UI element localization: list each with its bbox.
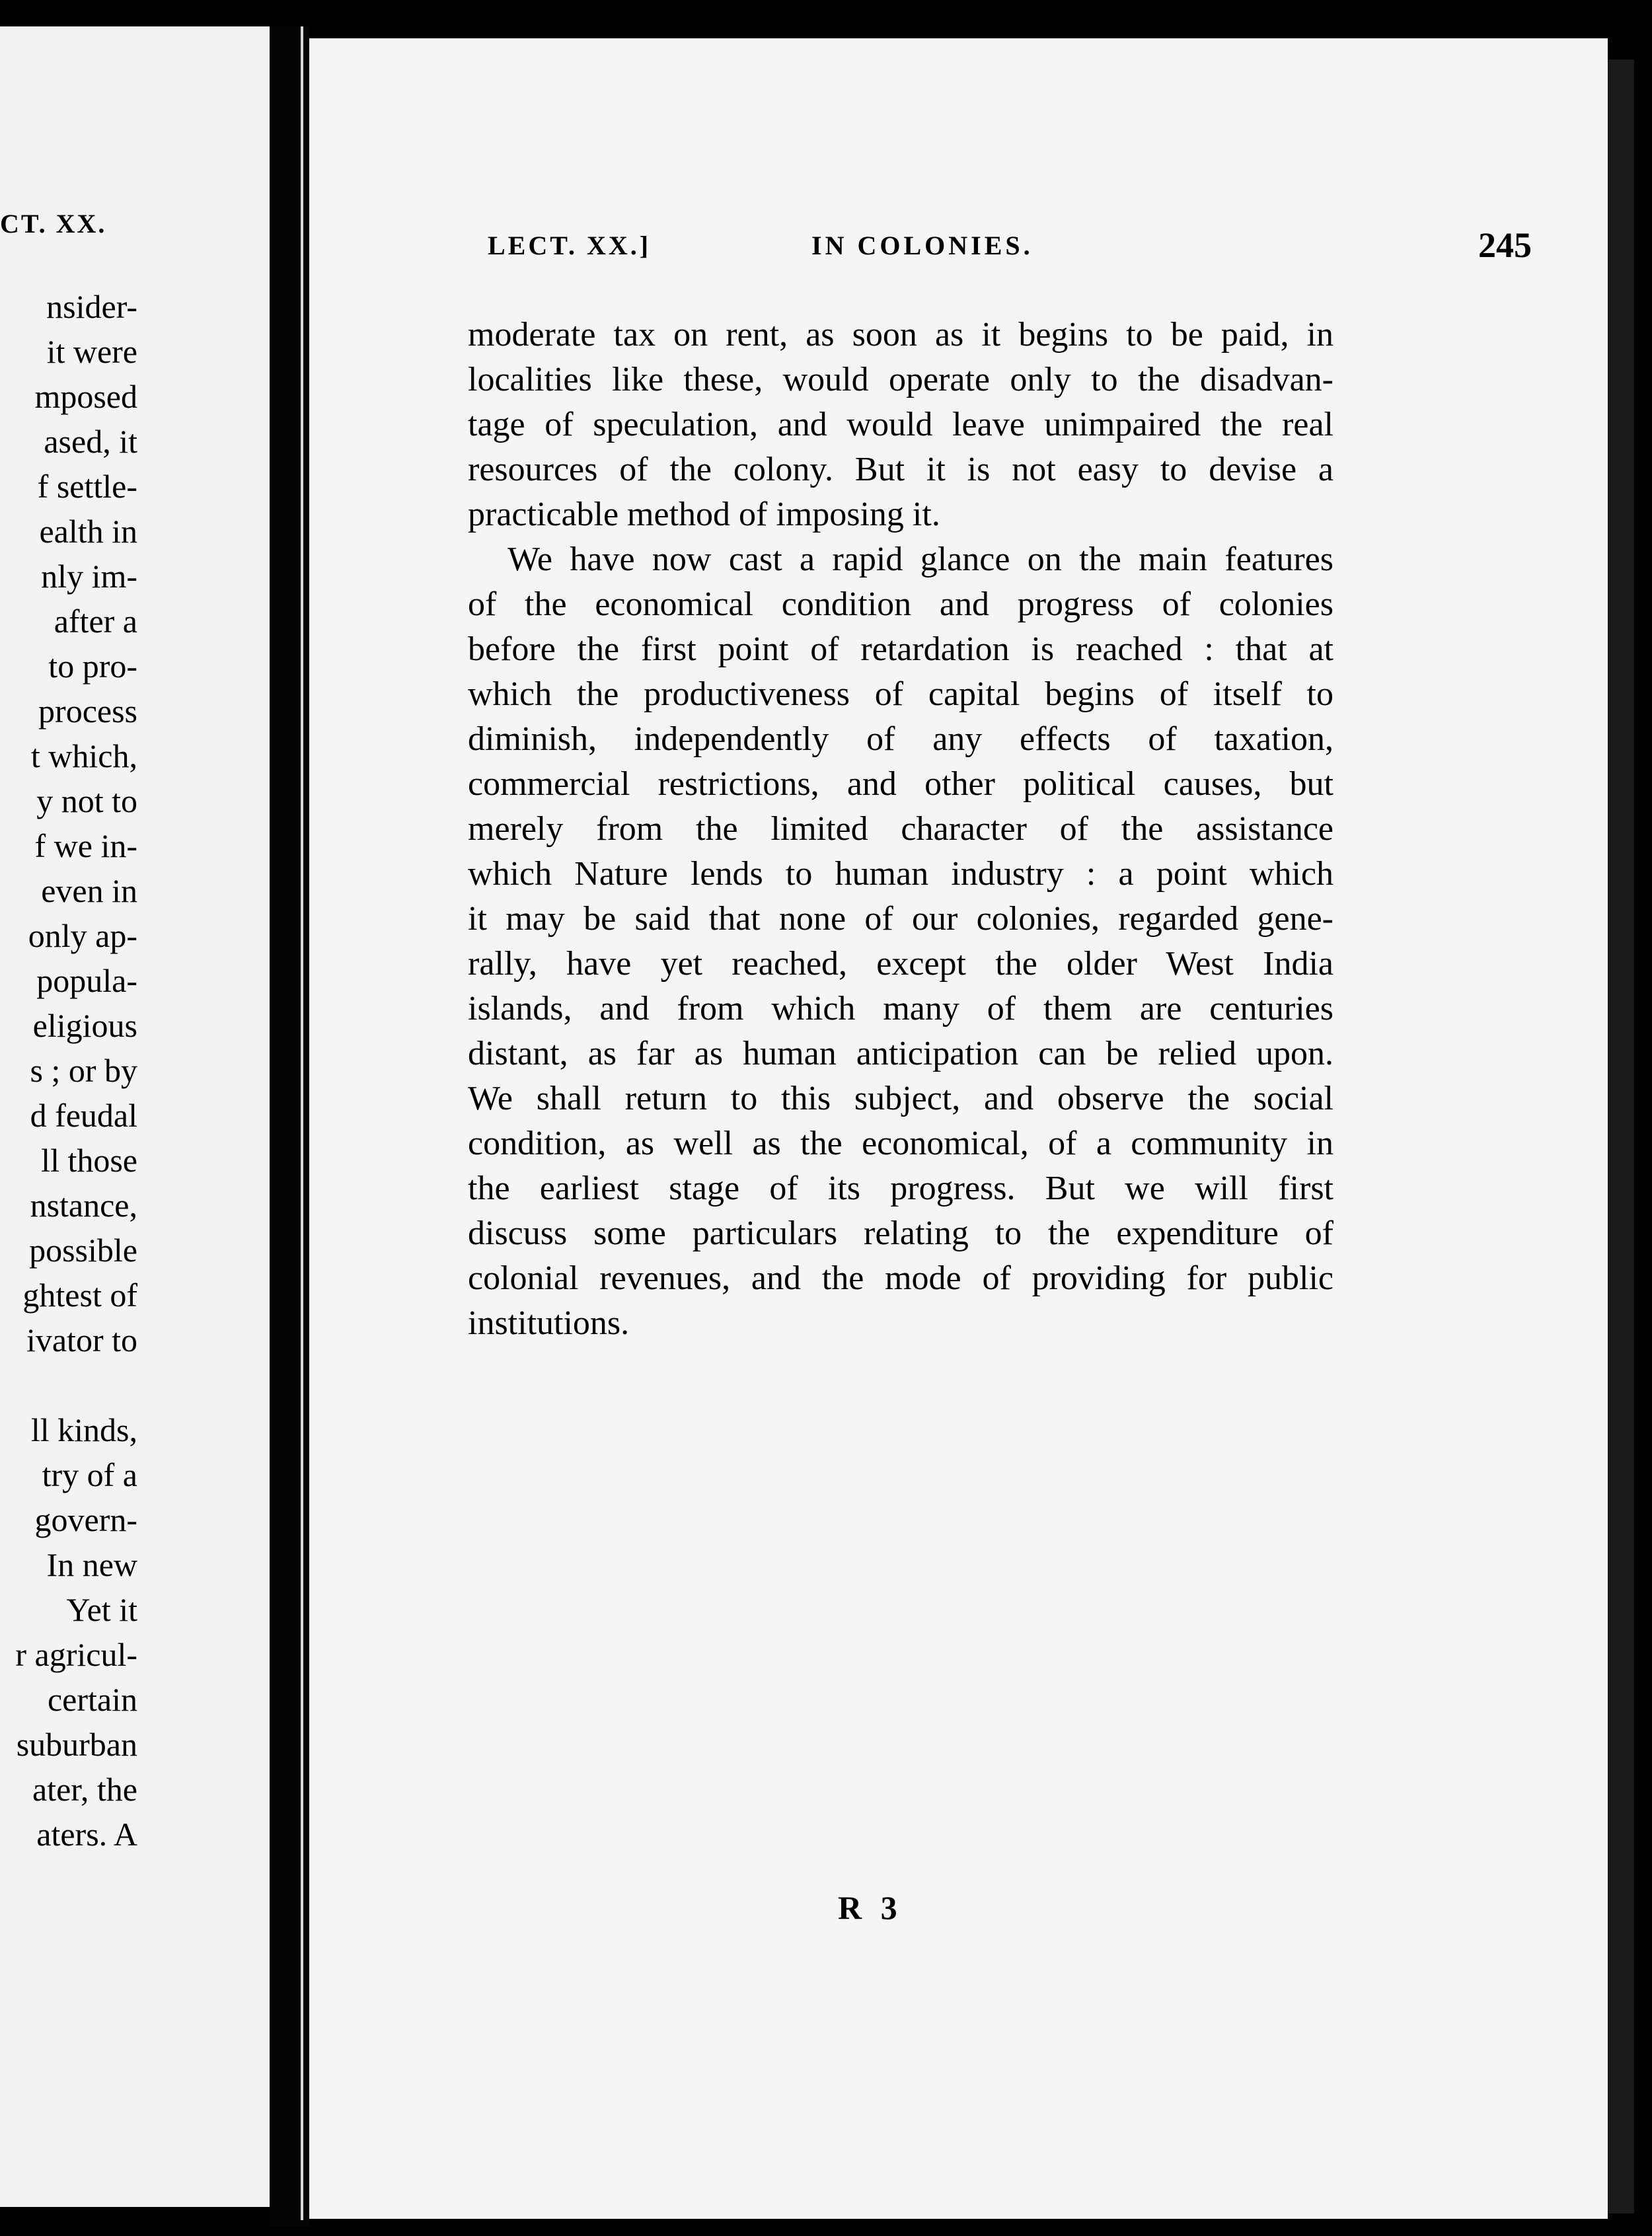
page-edge-shadow [1608, 59, 1634, 2214]
body-line: islands, and from which many of them are centuries [468, 990, 1333, 1027]
body-line: diminish, independently of any effects of taxation, [468, 720, 1333, 758]
body-line: condition, as well as the economical, of a community in [468, 1125, 1333, 1162]
left-page-line: r agricul- [15, 1636, 137, 1673]
left-page-line: t which, [30, 737, 137, 774]
left-page-line: ghtest of [22, 1277, 137, 1314]
body-line: moderate tax on rent, as soon as it begins to be paid, in [468, 316, 1333, 354]
left-page-line: In new [46, 1546, 137, 1583]
left-page-line: possible [29, 1232, 137, 1269]
left-page-line: d feudal [30, 1097, 137, 1134]
left-page-line: ll kinds, [30, 1411, 137, 1448]
page-number: 245 [1478, 225, 1532, 265]
left-page-line: ivator to [26, 1322, 137, 1359]
left-page-line: process [38, 692, 137, 729]
body-line: commercial restrictions, and other political causes, but [468, 765, 1333, 803]
running-head [488, 225, 1532, 270]
left-page-line: ealth in [39, 513, 137, 550]
left-page-line: nstance, [30, 1187, 137, 1224]
left-page-line: it were [46, 333, 137, 370]
left-page-line: mposed [34, 378, 137, 415]
body-line: it may be said that none of our colonies, regarded gene- [468, 900, 1333, 938]
body-line: rally, have yet reached, except the older West India [468, 945, 1333, 983]
left-page-line: f settle- [37, 468, 137, 505]
gutter-edge-line [301, 26, 303, 2220]
left-page-line: only ap- [28, 917, 137, 954]
body-line: tage of speculation, and would leave unimpaired the real [468, 406, 1333, 443]
body-line: merely from the limited character of the assistance [468, 810, 1333, 848]
body-line: which the productiveness of capital begins of itself to [468, 675, 1333, 713]
left-page-line: nsider- [46, 288, 137, 325]
left-page-line: s ; or by [30, 1052, 137, 1089]
body-line: resources of the colony. But it is not easy to devise a [468, 451, 1333, 488]
body-line: practicable method of imposing it. [468, 496, 940, 533]
left-page-line: ased, it [44, 423, 137, 460]
body-line: of the economical condition and progress of colonies [468, 585, 1333, 623]
left-page-line: after a [54, 603, 137, 640]
left-page-line: govern- [34, 1501, 137, 1538]
body-line: the earliest stage of its progress. But we will first [468, 1170, 1333, 1207]
left-page-line: to pro- [48, 648, 137, 685]
left-page-line: Yet it [66, 1591, 137, 1628]
left-facing-page [0, 26, 270, 2207]
left-page-line: aters. A [36, 1816, 137, 1853]
body-line: institutions. [468, 1304, 630, 1342]
left-page-line: popula- [36, 962, 137, 999]
book-gutter [270, 26, 309, 2227]
body-text [468, 313, 1333, 1346]
left-page-line: try of a [42, 1456, 137, 1493]
running-head-title: IN COLONIES. [811, 231, 1033, 260]
body-line: before the first point of retardation is reached : that at [468, 630, 1333, 668]
left-page-line: ll those [41, 1142, 137, 1179]
body-line: colonial revenues, and the mode of providing for public [468, 1259, 1333, 1297]
body-line: We have now cast a rapid glance on the main features [507, 540, 1333, 578]
running-head-lecture: LECT. XX.] [488, 231, 652, 260]
left-page-line: ater, the [32, 1771, 137, 1808]
left-page-line: eligious [32, 1007, 137, 1044]
signature-mark: R 3 [838, 1889, 903, 1926]
left-page-line: even in [41, 872, 137, 909]
left-page-line: certain [47, 1681, 137, 1718]
body-line: localities like these, would operate only to the disadvan- [468, 361, 1333, 398]
right-page [309, 38, 1608, 2219]
left-page-line: nly im- [41, 558, 137, 595]
body-line: We shall return to this subject, and observe the social [468, 1080, 1333, 1117]
body-line: discuss some particulars relating to the expenditure of [468, 1214, 1333, 1252]
body-line: which Nature lends to human industry : a point which [468, 855, 1333, 893]
body-line: distant, as far as human anticipation can be relied upon. [468, 1035, 1333, 1072]
left-page-line: f we in- [34, 827, 137, 864]
left-page-line: y not to [36, 782, 137, 819]
left-page-line: suburban [16, 1726, 137, 1763]
left-running-head: CT. XX. [0, 209, 107, 239]
left-page-text [0, 284, 270, 1857]
